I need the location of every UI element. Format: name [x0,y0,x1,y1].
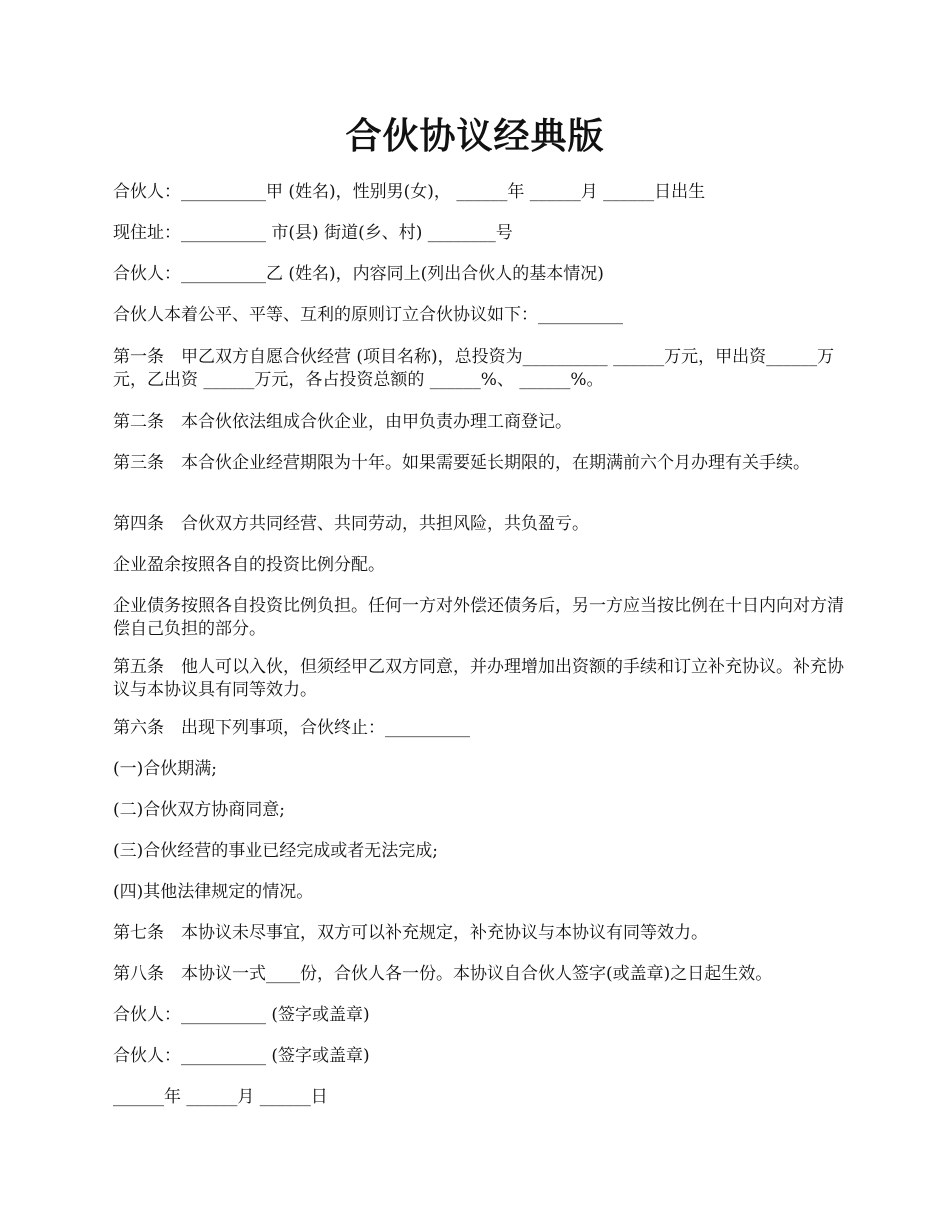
termination-item-3: (三)合伙经营的事业已经完成或者无法完成; [113,841,438,861]
profit-distribution: 企业盈余按照各自的投资比例分配。 [113,555,385,575]
signature-partner-b: 合伙人：__________ (签字或盖章) [113,1046,370,1066]
termination-item-2: (二)合伙双方协商同意; [113,800,285,820]
article-1: 第一条 甲乙双方自愿合伙经营 (项目名称)，总投资为__________ ______万元，甲出资______万元，乙出资 ______万元，各占投资总额的 ______%、 ______%。 [113,347,835,390]
partner-a-info: 合伙人：__________甲 (姓名)，性别男(女)， ______年 ______月 ______日出生 [113,182,706,202]
current-address: 现住址：__________ 市(县) 街道(乡、村) ________号 [113,223,513,243]
partner-b-info: 合伙人：__________乙 (姓名)，内容同上(列出合伙人的基本情况) [113,264,604,284]
article-5: 第五条 他人可以入伙，但须经甲乙双方同意，并办理增加出资额的手续和订立补充协议。补充协议与本协议具有同等效力。 [113,657,844,700]
document-title: 合伙协议经典版 [345,115,605,157]
signing-date: ______年 ______月 ______日 [113,1087,328,1107]
article-8: 第八条 本协议一式____份，合伙人各一份。本协议自合伙人签字(或盖章)之日起生效。 [113,964,773,984]
signature-partner-a: 合伙人：__________ (签字或盖章) [113,1005,370,1025]
agreement-preamble: 合伙人本着公平、平等、互利的原则订立合伙协议如下：__________ [113,305,623,325]
termination-item-4: (四)其他法律规定的情况。 [113,882,314,902]
termination-item-1: (一)合伙期满; [113,759,217,779]
article-4: 第四条 合伙双方共同经营、共同劳动，共担风险，共负盈亏。 [113,514,589,534]
debt-allocation: 企业债务按照各自投资比例负担。任何一方对外偿还债务后，另一方应当按比例在十日内向对方清偿自己负担的部分。 [113,596,844,639]
article-3: 第三条 本合伙企业经营期限为十年。如果需要延长期限的，在期满前六个月办理有关手续。 [113,453,810,473]
article-6: 第六条 出现下列事项，合伙终止：__________ [113,718,470,738]
article-2: 第二条 本合伙依法组成合伙企业，由甲负责办理工商登记。 [113,412,572,432]
article-7: 第七条 本协议未尽事宜，双方可以补充规定，补充协议与本协议有同等效力。 [113,923,708,943]
